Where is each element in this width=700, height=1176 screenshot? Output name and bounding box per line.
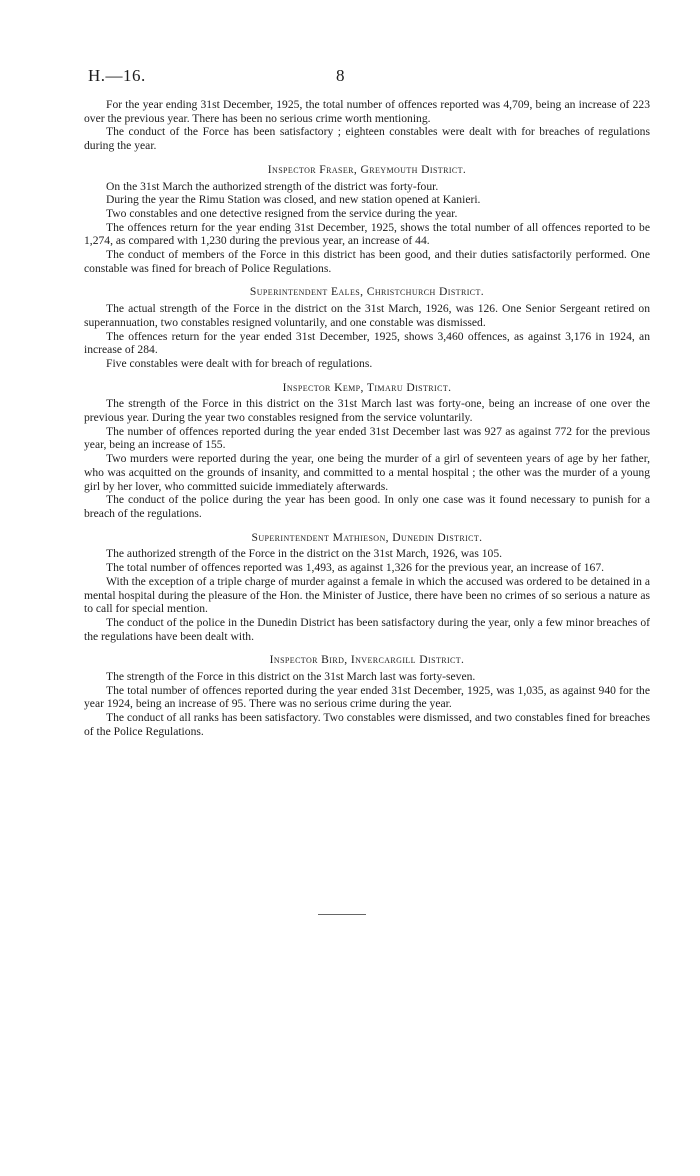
closing-rule: [318, 914, 366, 915]
paragraph: The offences return for the year ending 31st December, 1925, shows the total number of all offences reported to be 1,274, as compared with 1,230 during the previous year, an increase of 44.: [84, 220, 650, 248]
paragraph: The conduct of members of the Force in this district has been good, and their duties satisfactorily performed. One constable was fined for breach of Police Regulations.: [84, 248, 650, 275]
section-christchurch: [84, 285, 650, 370]
section-invercargill: [84, 653, 650, 738]
paragraph: The conduct of all ranks has been satisfactory. Two constables were dismissed, and two constables fined for breaches of the Police Regulations.: [84, 711, 650, 738]
page-number: 8: [336, 66, 345, 85]
paragraph: The number of offences reported during the year ended 31st December last was 927 as against 772 for the previous year, being an increase of 155.: [84, 424, 650, 452]
paragraph: Five constables were dealt with for breach of regulations.: [106, 356, 373, 370]
page-header: [88, 66, 612, 90]
paragraph: The conduct of the Force has been satisfactory ; eighteen constables were dealt with for breaches of regulations during the year.: [84, 125, 650, 153]
paragraph: Two constables and one detective resigned from the service during the year.: [106, 206, 458, 220]
section-heading: Superintendent Eales, Christchurch District.: [249, 285, 485, 299]
section-timaru: [84, 381, 650, 521]
section-greymouth: [84, 163, 650, 276]
section-heading: Inspector Fraser, Greymouth District.: [267, 162, 467, 176]
paragraph: The conduct of the police in the Dunedin District has been satisfactory during the year, only a few minor breaches of the regulations have been dealt with.: [84, 615, 650, 643]
section-heading: Superintendent Mathieson, Dunedin District.: [251, 530, 483, 544]
section-heading: Inspector Bird, Invercargill District.: [269, 653, 465, 667]
document-reference: H.—16.: [88, 66, 146, 85]
paragraph: For the year ending 31st December, 1925, the total number of offences reported was 4,709, being an increase of 223 over the previous year. There has been no serious crime worth mentioning.: [84, 98, 650, 125]
paragraph: With the exception of a triple charge of murder against a female in which the accused was ordered to be detained in a mental hospital during the pleasure of the Hon. the Minister of Justice, there have been no crimes of so serious a nature as to call for special mention.: [84, 574, 650, 616]
intro-section: [84, 98, 650, 153]
paragraph: During the year the Rimu Station was closed, and new station opened at Kanieri.: [106, 193, 481, 207]
paragraph: The authorized strength of the Force in the district on the 31st March, 1926, was 105.: [106, 547, 503, 561]
paragraph: Two murders were reported during the year, one being the murder of a girl of seventeen years of age by her father, who was acquitted on the grounds of insanity, and committed to a mental hospital ; the other was the murder of a young girl by her lover, who committed suicide immediately afterwards.: [84, 452, 650, 493]
section-heading: Inspector Kemp, Timaru District.: [282, 380, 452, 394]
paragraph: The offences return for the year ended 31st December, 1925, shows 3,460 offences, as against 3,176 in 1924, an increase of 284.: [84, 329, 650, 357]
paragraph: The total number of offences reported was 1,493, as against 1,326 for the previous year, an increase of 167.: [106, 561, 605, 575]
paragraph: On the 31st March the authorized strength of the district was forty-four.: [106, 179, 439, 193]
paragraph: The actual strength of the Force in the district on the 31st March, 1926, was 126. One Senior Sergeant retired on superannuation, two constables resigned voluntarily, and one constable was dismissed.: [84, 302, 650, 329]
paragraph: The total number of offences reported during the year ended 31st December, 1925, was 1,035, as against 940 for the year 1924, being an increase of 95. There was no serious crime during the year.: [84, 683, 650, 711]
page-body: [84, 98, 650, 739]
paragraph: The strength of the Force in this district on the 31st March last was forty-one, being an increase of one over the previous year. During the year two constables resigned from the service voluntarily.: [84, 397, 650, 425]
paragraph: The conduct of the police during the year has been good. In only one case was it found necessary to punish for a breach of the regulations.: [84, 493, 650, 520]
paragraph: The strength of the Force in this district on the 31st March last was forty-seven.: [106, 670, 476, 684]
section-dunedin: [84, 531, 650, 644]
